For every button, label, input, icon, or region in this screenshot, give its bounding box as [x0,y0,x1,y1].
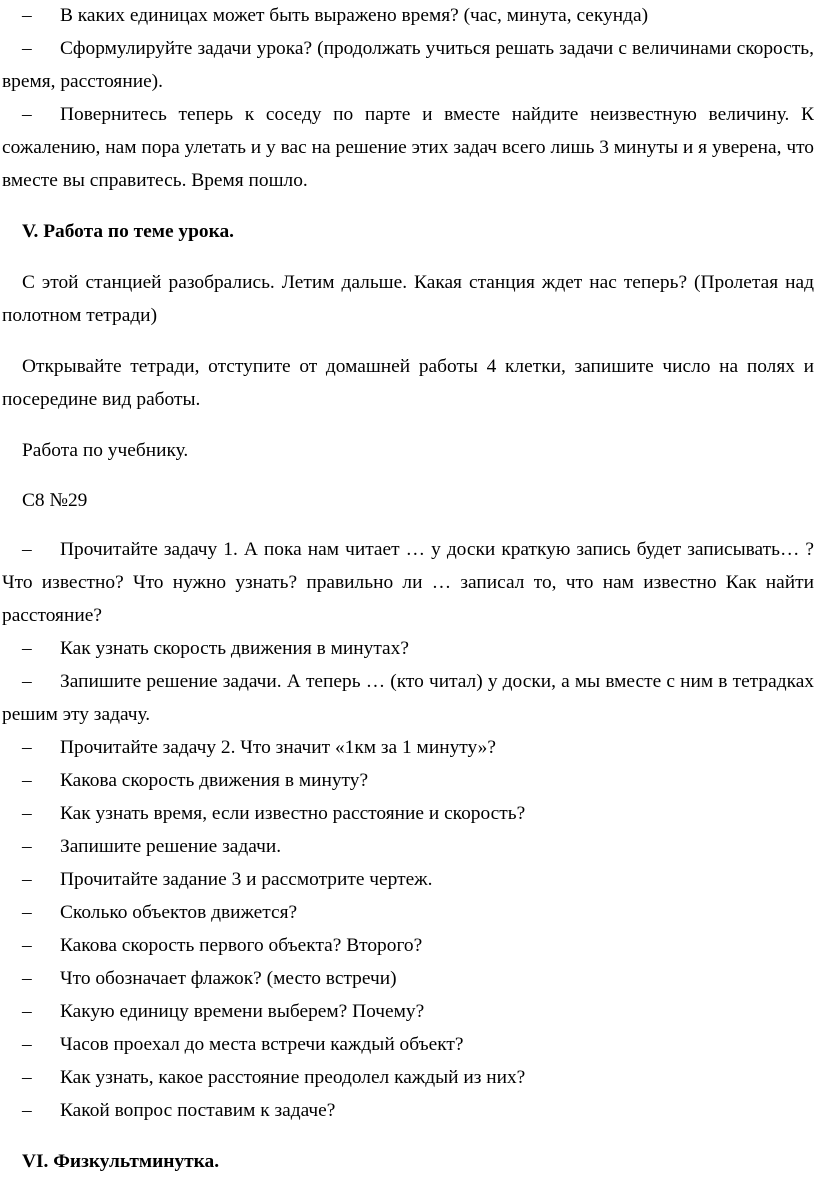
list-item [2,731,814,764]
list-item [2,1094,814,1127]
list-item-text: Запишите решение задачи. А теперь … (кто читал) у доски, а мы вместе с ним в тетрадках решим эту задачу. [2,671,814,725]
question-list [2,533,814,1127]
paragraph: С этой станцией разобрались. Летим дальше. Какая станция ждет нас теперь? (Пролетая над полотном тетради) [2,272,814,326]
dash-marker: – [22,539,32,560]
list-item-text: Запишите решение задачи. [60,836,282,857]
dash-marker: – [22,38,32,59]
dash-marker: – [22,770,32,791]
dash-marker: – [22,1034,32,1055]
list-item-text: Что обозначает флажок? (место встречи) [60,968,397,989]
list-item [2,665,814,731]
list-item [2,797,814,830]
list-item-text: Как узнать скорость движения в минутах? [60,638,409,659]
list-item-text: Как узнать, какое расстояние преодолел каждый из них? [60,1067,526,1088]
list-item-text: Сформулируйте задачи урока? (продолжать учиться решать задачи с величинами скорость, время, расстояние). [2,38,814,92]
dash-marker: – [22,737,32,758]
list-item-text: Какой вопрос поставим к задаче? [60,1100,336,1121]
document-page [2,0,814,1178]
list-item-text: Повернитесь теперь к соседу по парте и вместе найдите неизвестную величину. К сожалению, нам пора улетать и у вас на решение этих задач всего лишь 3 минуты и я уверена, что вместе вы справитесь. Время пошло. [2,104,814,191]
list-item [2,533,814,632]
list-item [2,863,814,896]
dash-marker: – [22,1001,32,1022]
list-item [2,0,814,32]
paragraph: С8 №29 [22,490,88,511]
list-item [2,830,814,863]
list-item-text: Какую единицу времени выберем? Почему? [60,1001,425,1022]
section-heading: VI. Физкультминутка. [22,1151,220,1172]
list-item-text: В каких единицах может быть выражено время? (час, минута, секунда) [60,5,649,26]
list-item [2,1061,814,1094]
dash-marker: – [22,1067,32,1088]
list-item [2,632,814,665]
list-item [2,962,814,995]
dash-marker: – [22,836,32,857]
list-item [2,764,814,797]
list-item-text: Прочитайте задание 3 и рассмотрите чертеж. [60,869,433,890]
list-item-text: Прочитайте задачу 2. Что значит «1км за 1 минуту»? [60,737,496,758]
list-item-text: Прочитайте задачу 1. А пока нам читает … у доски краткую запись будет записывать… ? Что известно? Что нужно узнать? правильно ли … записал то, что нам известно Как найти расстояние? [2,539,814,626]
list-item-text: Как узнать время, если известно расстояние и скорость? [60,803,526,824]
paragraph: Работа по учебнику. [22,440,189,461]
list-item [2,32,814,98]
dash-marker: – [22,104,32,125]
dash-marker: – [22,902,32,923]
list-item [2,929,814,962]
paragraph: Открывайте тетради, отступите от домашней работы 4 клетки, запишите число на полях и посередине вид работы. [2,356,814,410]
dash-marker: – [22,869,32,890]
list-item [2,98,814,197]
dash-marker: – [22,935,32,956]
list-item [2,896,814,929]
list-item-text: Часов проехал до места встречи каждый объект? [60,1034,464,1055]
dash-marker: – [22,5,32,26]
dash-marker: – [22,671,32,692]
list-item [2,995,814,1028]
dash-marker: – [22,968,32,989]
section-heading: V. Работа по теме урока. [22,221,235,242]
list-item [2,1028,814,1061]
list-item-text: Сколько объектов движется? [60,902,298,923]
list-item-text: Какова скорость первого объекта? Второго? [60,935,423,956]
dash-marker: – [22,1100,32,1121]
dash-marker: – [22,803,32,824]
dash-marker: – [22,638,32,659]
list-item-text: Какова скорость движения в минуту? [60,770,369,791]
